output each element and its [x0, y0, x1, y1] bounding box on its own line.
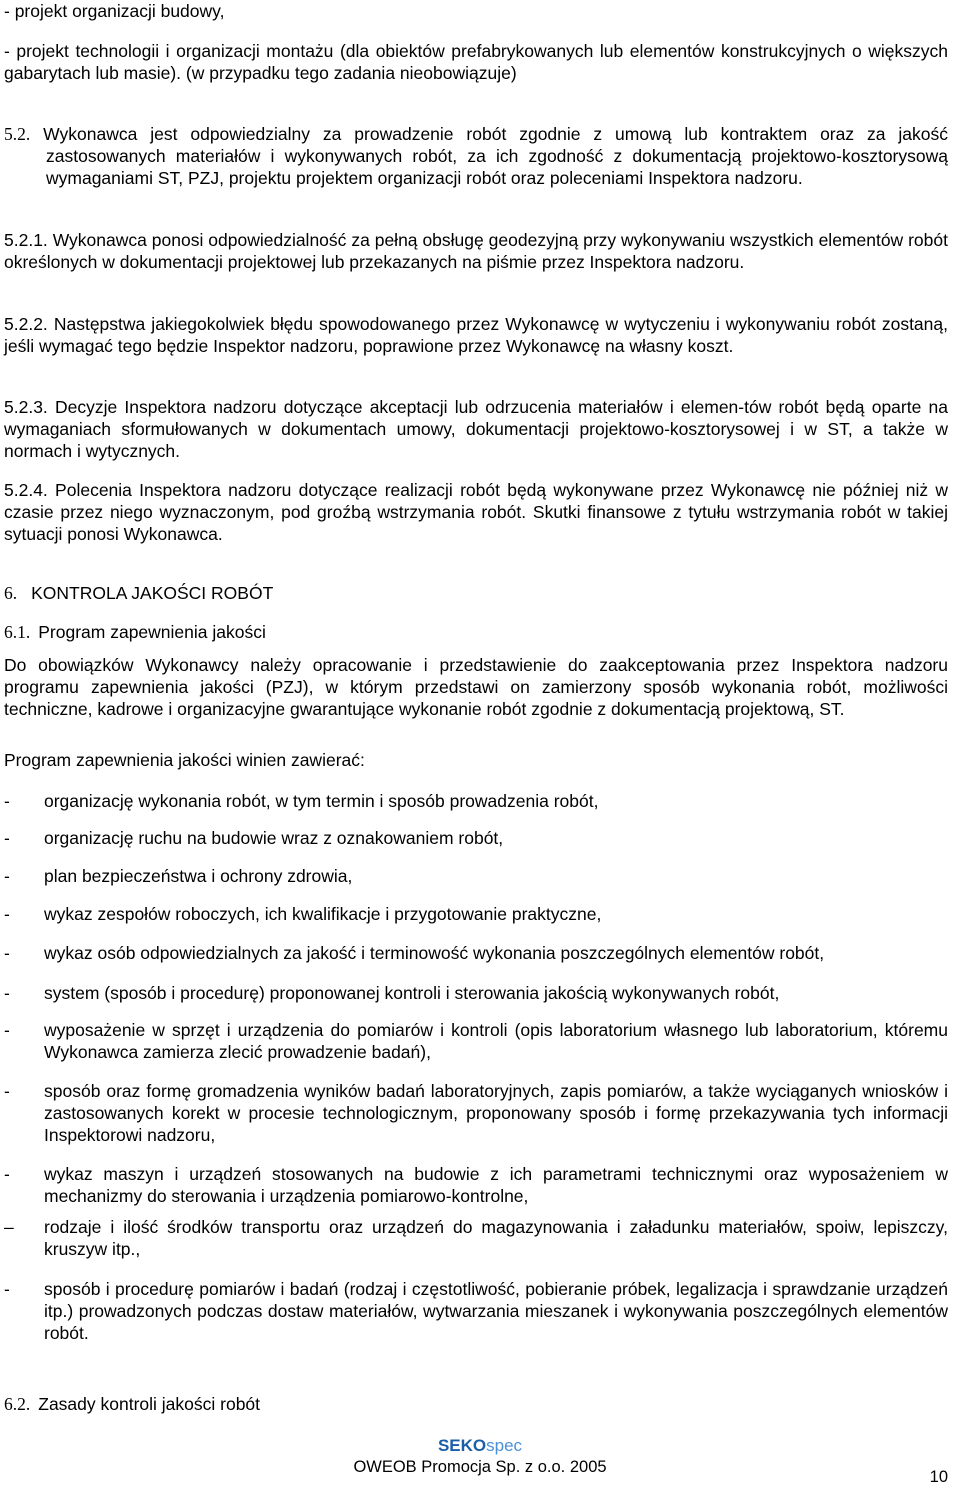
heading-6-2 [4, 1393, 260, 1415]
list-item-text: sposób oraz formę gromadzenia wyników badań laboratoryjnych, zapis pomiarów, a także wyciąganych wniosków i zastosowanych korekt w procesie technologicznym, proponowany sposób i formę przekazywania tych informacji Inspektorowi nadzoru, [44, 1081, 948, 1145]
list-item [4, 1278, 948, 1344]
list-bullet: - [4, 1081, 10, 1101]
list-item [4, 1216, 948, 1260]
list-item [4, 1080, 948, 1146]
list-item-text: wykaz maszyn i urządzeń stosowanych na budowie z ich parametrami technicznymi oraz wyposażeniem w mechanizmy do sterowania i urządzenia pomiarowo-kontrolne, [44, 1164, 948, 1206]
paragraph-5-2-1: 5.2.1. Wykonawca ponosi odpowiedzialność za pełną obsługę geodezyjną przy wykonywaniu wszystkich elementów robót określonych w dokumentacji projektowej lub przekazanych na piśmie przez Inspektora nadzoru. [4, 230, 948, 272]
list-item-text: system (sposób i procedurę) proponowanej kontroli i sterowania jakością wykonywanych robót, [44, 983, 780, 1003]
list-item-text: sposób i procedurę pomiarów i badań (rodzaj i częstotliwość, pobieranie próbek, legalizacja i sprawdzanie urządzeń itp.) prowadzonych podczas dostaw materiałów, wytwarzania mieszanek i wykonywania poszczególnych elementów robót. [44, 1279, 948, 1343]
list-line-organization-project: - projekt organizacji budowy, [4, 1, 225, 21]
list-item [4, 942, 948, 964]
heading-title: Program zapewnienia jakości [38, 622, 266, 642]
heading-6 [4, 582, 273, 604]
list-bullet: - [4, 943, 10, 963]
list-item [4, 790, 948, 812]
paragraph-5-2-4: 5.2.4. Polecenia Inspektora nadzoru dotyczące realizacji robót będą wykonywane przez Wykonawcę nie później niż w czasie przez niego wyznaczonym, pod groźbą wstrzymania robót. Skutki finansowe z tytułu wstrzymania robót w takiej sytuacji ponosi Wykonawca. [4, 480, 948, 544]
list-item [4, 827, 948, 849]
heading-number: 6. [4, 583, 18, 603]
footer-logo [0, 1436, 960, 1456]
logo-part-spec: spec [486, 1436, 523, 1455]
list-item [4, 982, 948, 1004]
list-bullet: - [4, 1020, 10, 1040]
list-item-text: organizację wykonania robót, w tym termin i sposób prowadzenia robót, [44, 791, 599, 811]
footer-organization: OWEOB Promocja Sp. z o.o. 2005 [353, 1458, 607, 1476]
list-line-technology-project: - projekt technologii i organizacji montażu (dla obiektów prefabrykowanych lub elementów konstrukcyjnych o większych gabarytach lub masie). (w przypadku tego zadania nieobowiązuje) [4, 41, 948, 83]
list-item-text: wyposażenie w sprzęt i urządzenia do pomiarów i kontroli (opis laboratorium własnego lub laboratorium, któremu Wykonawca zamierza zlecić prowadzenie badań), [44, 1020, 948, 1062]
section-5-2 [4, 123, 948, 189]
paragraph-5-2-2: 5.2.2. Następstwa jakiegokolwiek błędu spowodowanego przez Wykonawcę w wytyczeniu i wykonywaniu robót zostaną, jeśli wymagać tego będzie Inspektor nadzoru, poprawione przez Wykonawcę na własny koszt. [4, 314, 948, 356]
list-item [4, 865, 948, 887]
heading-6-1 [4, 621, 266, 643]
list-bullet: - [4, 828, 10, 848]
list-item-text: rodzaje i ilość środków transportu oraz urządzeń do magazynowania i załadunku materiałów, spoiw, lepiszczy, kruszyw itp., [44, 1217, 948, 1259]
list-item [4, 1019, 948, 1063]
list-bullet: – [4, 1217, 14, 1237]
heading-number: 6.1. [4, 622, 31, 642]
list-bullet: - [4, 1279, 10, 1299]
list-item-text: plan bezpieczeństwa i ochrony zdrowia, [44, 866, 353, 886]
list-bullet: - [4, 983, 10, 1003]
heading-number: 6.2. [4, 1394, 31, 1414]
heading-title: Zasady kontroli jakości robót [38, 1394, 261, 1414]
list-item [4, 1163, 948, 1207]
paragraph-5-2-3: 5.2.3. Decyzje Inspektora nadzoru dotyczące akceptacji lub odrzucenia materiałów i elemen-tów robót będą oparte na wymaganiach sformułowanych w dokumentach umowy, dokumentacji projektowo-kosztorysowej i w ST, a także w normach i wytycznych. [4, 397, 948, 461]
section-number: 5.2. [4, 124, 31, 144]
section-text: Wykonawca jest odpowiedzialny za prowadzenie robót zgodnie z umową lub kontraktem oraz za jakość zastosowanych materiałów i wykonywanych robót, za ich zgodność z dokumentacją projektowo-kosztorysową wymaganiami ST, PZJ, projektu projektem organizacji robót oraz poleceniami Inspektora nadzoru. [30, 124, 948, 188]
heading-title: KONTROLA JAKOŚCI ROBÓT [31, 583, 274, 603]
page-number: 10 [929, 1468, 948, 1486]
list-bullet: - [4, 866, 10, 886]
list-bullet: - [4, 791, 10, 811]
paragraph-6-1-contents: Program zapewnienia jakości winien zawierać: [4, 750, 365, 770]
paragraph-6-1-intro: Do obowiązków Wykonawcy należy opracowanie i przedstawienie do zaakceptowania przez Inspektora nadzoru programu zapewnienia jakości (PZJ), w którym przedstawi on zamierzony sposób wykonania robót, możliwości techniczne, kadrowe i organizacyjne gwarantujące wykonanie robót zgodnie z dokumentacją projektową, ST. [4, 655, 948, 719]
logo-part-seko: SEKO [437, 1436, 487, 1455]
list-item [4, 903, 948, 925]
list-item-text: organizację ruchu na budowie wraz z oznakowaniem robót, [44, 828, 504, 848]
list-item-text: wykaz osób odpowiedzialnych za jakość i terminowość wykonania poszczególnych elementów robót, [44, 943, 825, 963]
list-bullet: - [4, 1164, 10, 1184]
list-item-text: wykaz zespołów roboczych, ich kwalifikacje i przygotowanie praktyczne, [44, 904, 602, 924]
list-bullet: - [4, 904, 10, 924]
